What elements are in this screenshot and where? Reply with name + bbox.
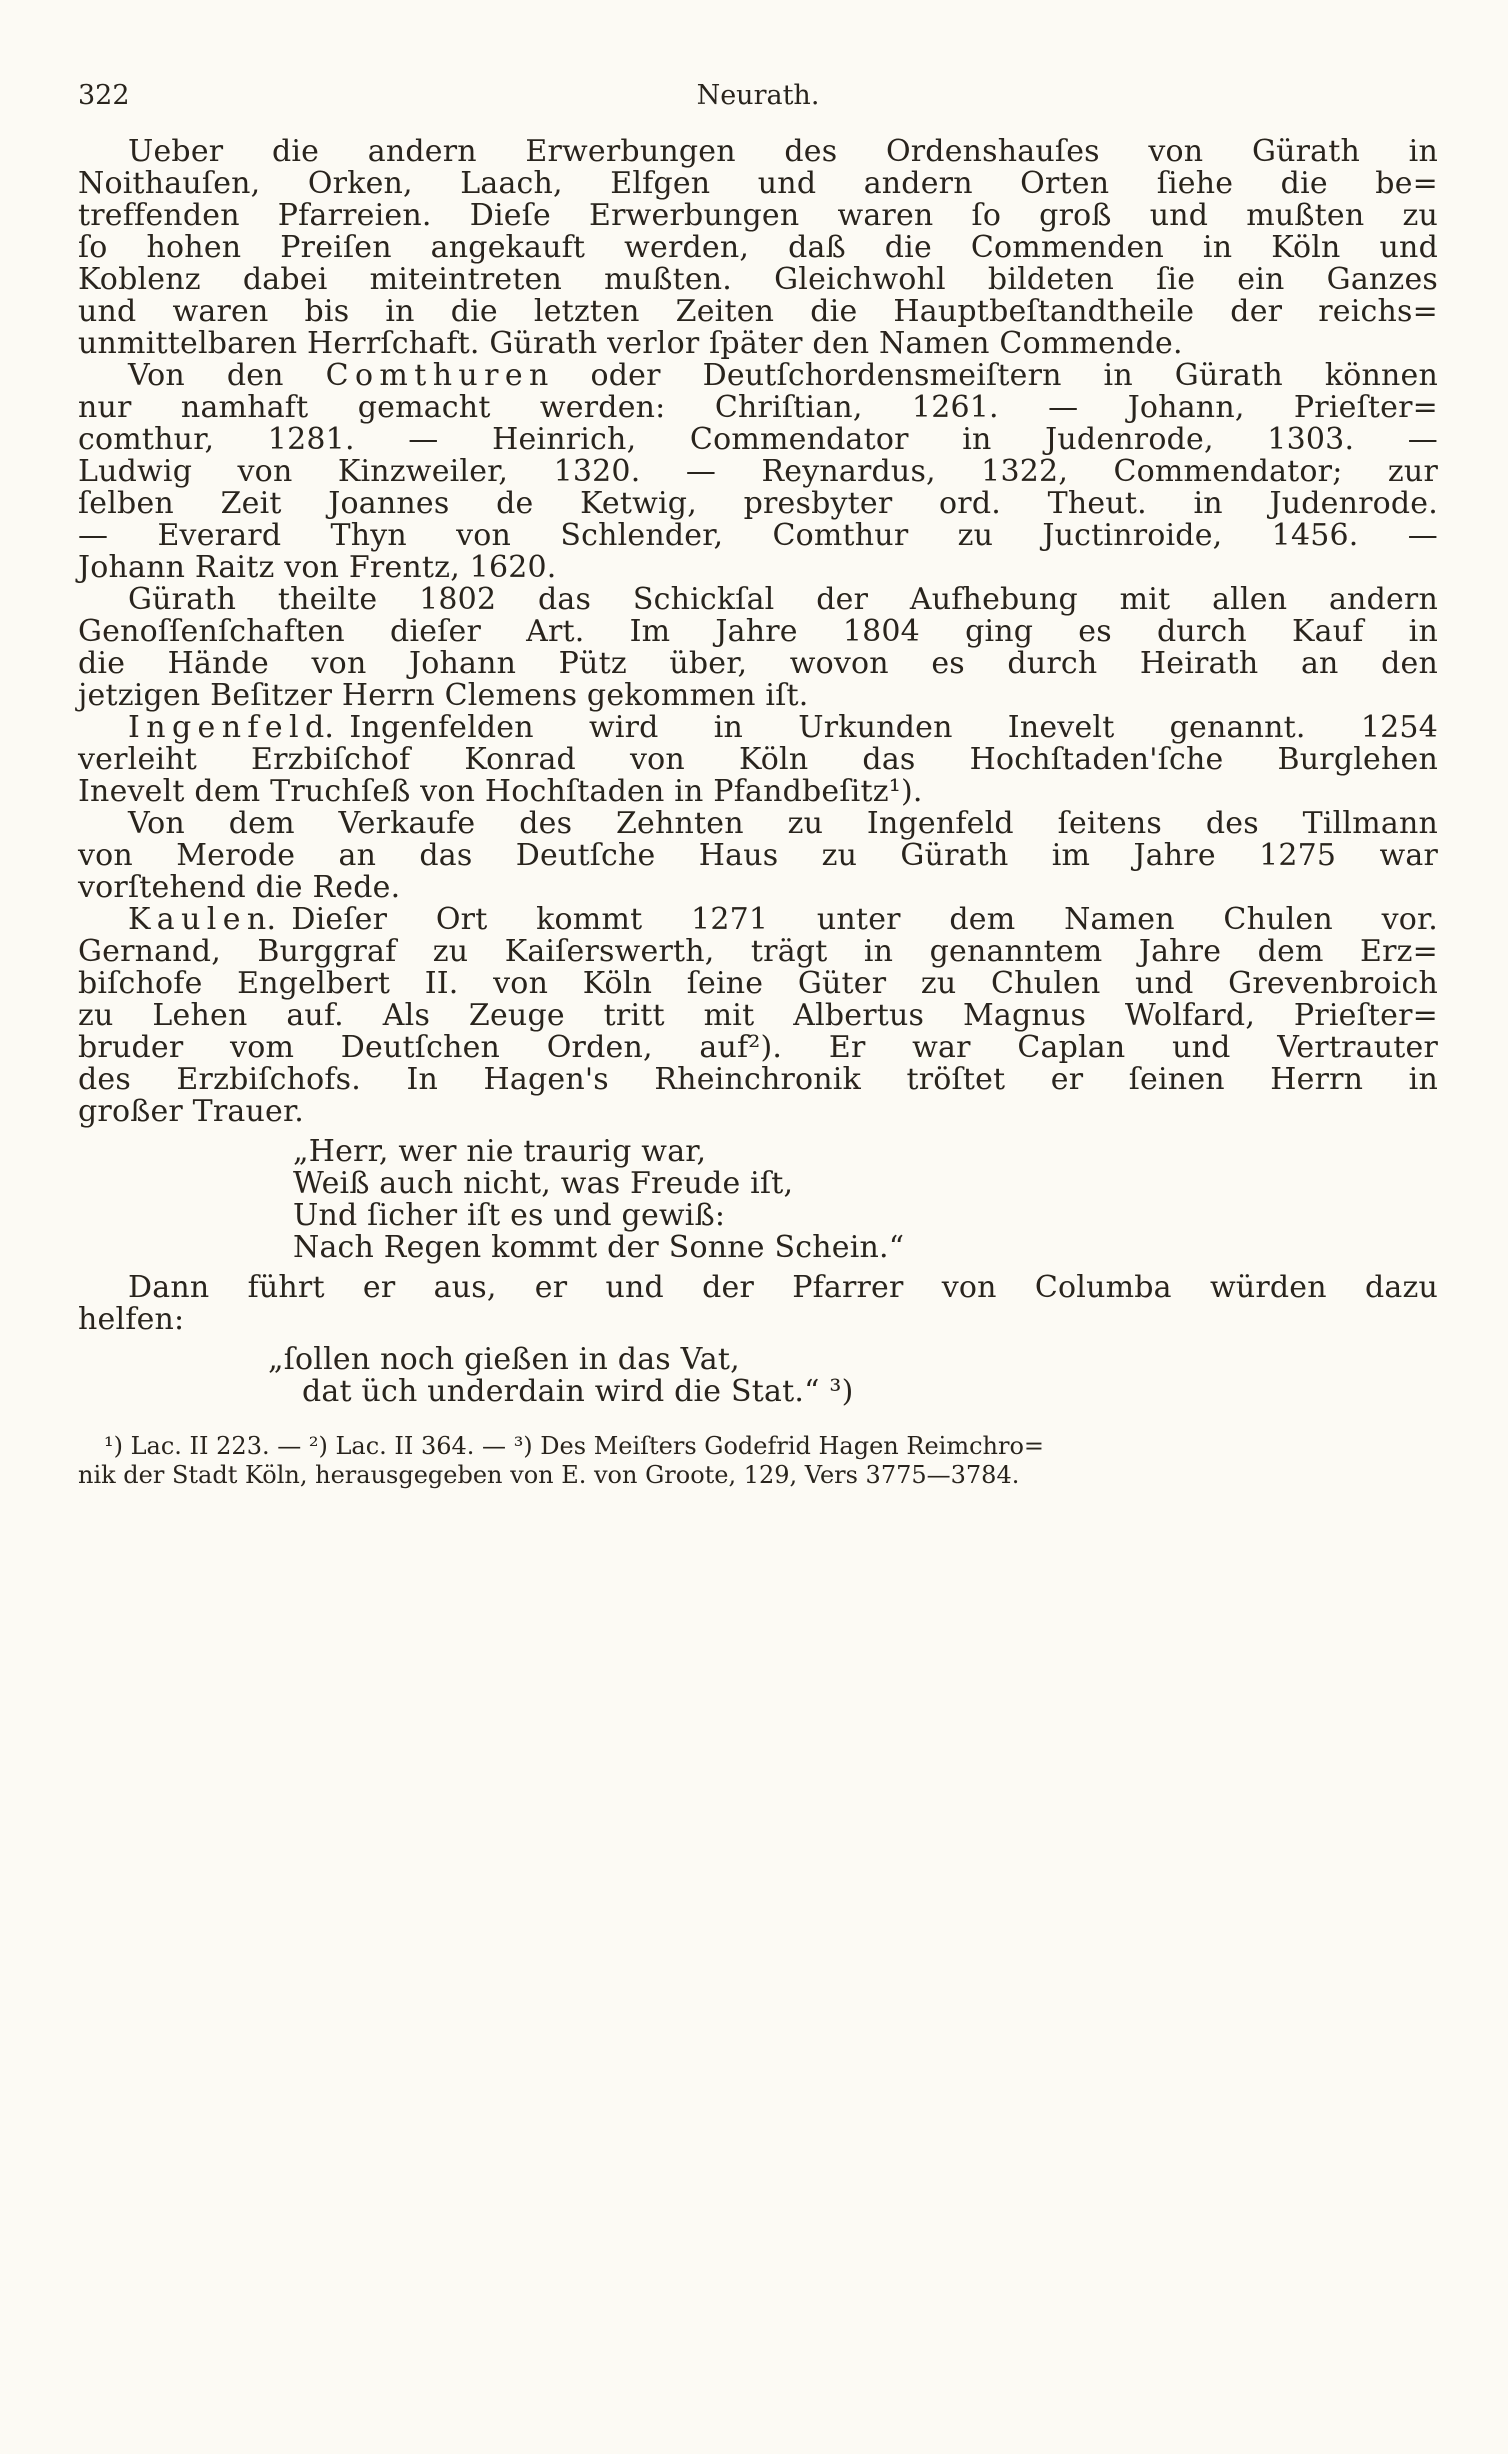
verse-line: „ſollen noch gießen in das Vat,	[268, 1342, 740, 1377]
paragraph-ingenfeld	[78, 712, 1438, 808]
text-line: comthur, 1281. — Heinrich, Commendator in Judenrode, 1303. —	[78, 422, 1438, 457]
verse-block-1	[293, 1136, 1438, 1264]
text-line: die Hände von Johann Pütz über, wovon es durch Heirath an den	[78, 646, 1438, 681]
text-line: biſchofe Engelbert II. von Köln ſeine Güter zu Chulen und Grevenbroich	[78, 966, 1438, 1001]
paragraph-5	[78, 808, 1438, 904]
text-line: K a u l e n. Dieſer Ort kommt 1271 unter dem Namen Chulen vor.	[128, 902, 1438, 937]
text-line: Johann Raitz von Frentz, 1620.	[78, 550, 557, 585]
verse-block-2	[268, 1344, 1438, 1408]
footnote-line: nik der Stadt Köln, herausgegeben von E. von Groote, 129, Vers 3775—3784.	[78, 1461, 1020, 1489]
text-line: des Erzbiſchofs. In Hagen's Rheinchronik tröſtet er ſeinen Herrn in	[78, 1062, 1438, 1097]
text-line: unmittelbaren Herrſchaft. Gürath verlor ſpäter den Namen Commende.	[78, 326, 1183, 361]
text-line: jetzigen Beſitzer Herrn Clemens gekommen iſt.	[78, 678, 809, 713]
text-line: Von dem Verkaufe des Zehnten zu Ingenfeld ſeitens des Tillmann	[128, 806, 1438, 841]
verse-line: „Herr, wer nie traurig war,	[293, 1134, 707, 1169]
text-line: ſelben Zeit Joannes de Ketwig, presbyter ord. Theut. in Judenrode.	[78, 486, 1438, 521]
footnote-block	[78, 1432, 1438, 1490]
text-line: von Merode an das Deutſche Haus zu Gürath im Jahre 1275 war	[78, 838, 1438, 873]
verse-line: dat üch underdain wird die Stat.“ ³)	[302, 1374, 854, 1409]
text-line: Inevelt dem Truchſeß von Hochſtaden in Pfandbeſitz¹).	[78, 774, 923, 809]
text-line: Gernand, Burggraf zu Kaiſerswerth, trägt in genanntem Jahre dem Erz=	[78, 934, 1438, 969]
paragraph-3	[78, 584, 1438, 712]
verse-line: Weiß auch nicht, was Freude iſt,	[293, 1166, 794, 1201]
text-line: Koblenz dabei miteintreten mußten. Gleichwohl bildeten ſie ein Ganzes	[78, 262, 1438, 297]
paragraph-7	[78, 1272, 1438, 1336]
text-line: verleiht Erzbiſchof Konrad von Köln das Hochſtaden'ſche Burglehen	[78, 742, 1438, 777]
text-line: und waren bis in die letzten Zeiten die Hauptbeſtandtheile der reichs=	[78, 294, 1438, 329]
page-content	[78, 80, 1438, 1490]
text-line: Von den C o m t h u r e n oder Deutſchordensmeiſtern in Gürath können	[128, 358, 1438, 393]
text-line: bruder vom Deutſchen Orden, auf²). Er war Caplan und Vertrauter	[78, 1030, 1438, 1065]
verse-line: Und ſicher iſt es und gewiß:	[293, 1198, 726, 1233]
footnote-line: ¹) Lac. II 223. — ²) Lac. II 364. — ³) Des Meiſters Godefrid Hagen Reimchro=	[104, 1432, 1045, 1460]
text-line: nur namhaft gemacht werden: Chriſtian, 1261. — Johann, Prieſter=	[78, 390, 1438, 425]
text-line: — Everard Thyn von Schlender, Comthur zu Juctinroide, 1456. —	[78, 518, 1438, 553]
text-line: zu Lehen auf. Als Zeuge tritt mit Albertus Magnus Wolfard, Prieſter=	[78, 998, 1438, 1033]
text-line: treffenden Pfarreien. Dieſe Erwerbungen waren ſo groß und mußten zu	[78, 198, 1438, 233]
text-line: helfen:	[78, 1302, 185, 1337]
paragraph-2	[78, 360, 1438, 584]
text-line: Noithauſen, Orken, Laach, Elfgen und andern Orten ſiehe die be=	[78, 166, 1438, 201]
paragraph-1	[78, 136, 1438, 360]
page-header	[78, 80, 1438, 112]
page-number: 322	[78, 80, 130, 111]
text-line: Ueber die andern Erwerbungen des Ordenshauſes von Gürath in	[128, 134, 1438, 169]
text-line: vorſtehend die Rede.	[78, 870, 401, 905]
text-line: Gürath theilte 1802 das Schickſal der Aufhebung mit allen andern	[128, 582, 1438, 617]
running-header: Neurath.	[696, 80, 820, 111]
text-line: Ludwig von Kinzweiler, 1320. — Reynardus, 1322, Commendator; zur	[78, 454, 1438, 489]
paragraph-kaulen	[78, 904, 1438, 1128]
text-line: Dann führt er aus, er und der Pfarrer von Columba würden dazu	[128, 1270, 1438, 1305]
text-line: I n g e n f e l d. Ingenfelden wird in Urkunden Inevelt genannt. 1254	[128, 710, 1438, 745]
text-line: großer Trauer.	[78, 1094, 304, 1129]
verse-line: Nach Regen kommt der Sonne Schein.“	[293, 1230, 905, 1265]
text-line: ſo hohen Preiſen angekauft werden, daß die Commenden in Köln und	[78, 230, 1438, 265]
text-line: Genoſſenſchaften dieſer Art. Im Jahre 1804 ging es durch Kauf in	[78, 614, 1438, 649]
